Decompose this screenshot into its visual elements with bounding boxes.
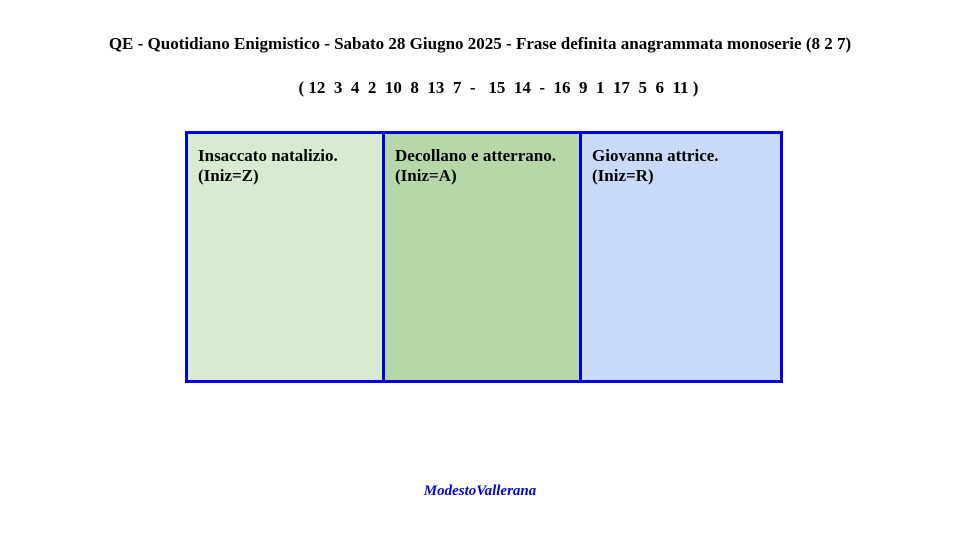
- clue-definition-2: Decollano e atterrano.: [395, 146, 556, 165]
- clue-definition-1: Insaccato natalizio.: [198, 146, 338, 165]
- clue-panel-1: [185, 131, 388, 383]
- clue-panel-3: [579, 131, 783, 383]
- clue-hint-2: (Iniz=A): [395, 166, 457, 185]
- number-sequence: ( 12 3 4 2 10 8 13 7 - 15 14 - 16 9 1 17 5 6 11 ): [298, 78, 699, 97]
- clue-text-1: [188, 134, 385, 186]
- author-signature: ModestoVallerana: [423, 483, 537, 499]
- clue-text-2: [385, 134, 582, 186]
- clue-text-3: [582, 134, 780, 186]
- clue-hint-1: (Iniz=Z): [198, 166, 259, 185]
- puzzle-title: QE - Quotidiano Enigmistico - Sabato 28 Giugno 2025 - Frase definita anagrammata monoserie (8 2 7): [108, 34, 852, 53]
- clue-hint-3: (Iniz=R): [592, 166, 654, 185]
- clue-definition-3: Giovanna attrice.: [592, 146, 719, 165]
- clue-panel-2: [382, 131, 585, 383]
